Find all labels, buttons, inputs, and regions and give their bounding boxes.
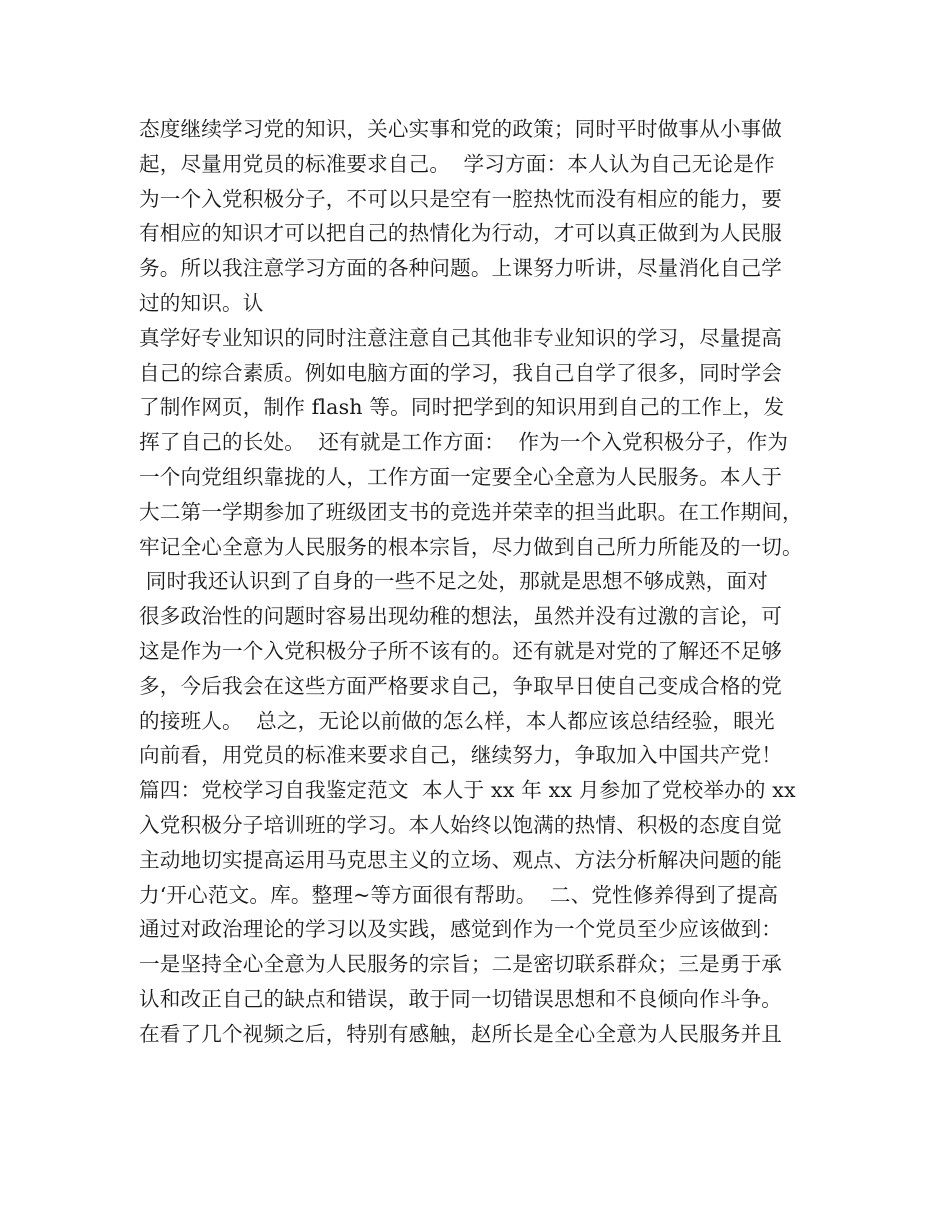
text-line: 了制作网页，制作 flash 等。同时把学到的知识用到自己的工作上，发 (139, 395, 785, 420)
text-line: 起，尽量用党员的标准要求自己。 学习方面：本人认为自己无论是作 (139, 151, 775, 176)
text-line: 务。所以我注意学习方面的各种问题。上课努力听讲，尽量消化自己学 (139, 256, 783, 281)
text-line: 多，今后我会在这些方面严格要求自己，争取早日使自己变成合格的党 (139, 673, 783, 698)
text-line: 真学好专业知识的同时注意注意自己其他非专业知识的学习，尽量提高 (139, 325, 783, 350)
text-line: 通过对政治理论的学习以及实践，感觉到作为一个党员至少应该做到： (139, 917, 783, 942)
text-line: 的接班人。 总之，无论以前做的怎么样，本人都应该总结经验，眼光 (139, 708, 775, 733)
text-line: 挥了自己的长处。 还有就是工作方面： 作为一个入党积极分子，作为 (139, 430, 789, 455)
text-line: 同时我还认识到了自身的一些不足之处，那就是思想不够成熟，面对 (139, 569, 769, 594)
text-line: 主动地切实提高运用马克思主义的立场、观点、方法分析解决问题的能 (139, 847, 783, 872)
text-line: 一个向党组织靠拢的人，工作方面一定要全心全意为人民服务。本人于 (139, 464, 783, 489)
text-line: 认和改正自己的缺点和错误，敢于同一切错误思想和不良倾向作斗争。 (139, 986, 783, 1011)
text-line: 力‘开心范文。库。整理~等方面很有帮助。 二、党性修养得到了提高 (139, 882, 779, 907)
section-heading-line: 篇四：党校学习自我鉴定范文 本人于 xx 年 xx 月参加了党校举办的 xx (139, 778, 796, 803)
text-line: 一是坚持全心全意为人民服务的宗旨；二是密切联系群众；三是勇于承 (139, 952, 783, 977)
text-line: 向前看，用党员的标准来要求自己，继续努力，争取加入中国共产党！ (139, 743, 783, 768)
text-line: 在看了几个视频之后，特别有感触，赵所长是全心全意为人民服务并且 (139, 1021, 783, 1046)
text-line: 入党积极分子培训班的学习。本人始终以饱满的热情、积极的态度自觉 (139, 812, 783, 837)
document-body-text (139, 112, 839, 1052)
text-line: 自己的综合素质。例如电脑方面的学习，我自己自学了很多，同时学会 (139, 360, 783, 385)
text-line: 过的知识。认 (139, 290, 264, 315)
text-line: 这是作为一个入党积极分子所不该有的。还有就是对党的了解还不足够 (139, 638, 783, 663)
text-line: 很多政治性的问题时容易出现幼稚的想法，虽然并没有过激的言论，可 (139, 604, 783, 629)
text-line: 为一个入党积极分子，不可以只是空有一腔热忱而没有相应的能力，要 (139, 186, 783, 211)
text-line: 有相应的知识才可以把自己的热情化为行动，才可以真正做到为人民服 (139, 221, 783, 246)
text-line: 态度继续学习党的知识，关心实事和党的政策；同时平时做事从小事做 (139, 117, 783, 141)
text-line: 大二第一学期参加了班级团支书的竞选并荣幸的担当此职。在工作期间， (139, 499, 803, 524)
text-line: 牢记全心全意为人民服务的根本宗旨，尽力做到自己所力所能及的一切。 (139, 534, 803, 559)
